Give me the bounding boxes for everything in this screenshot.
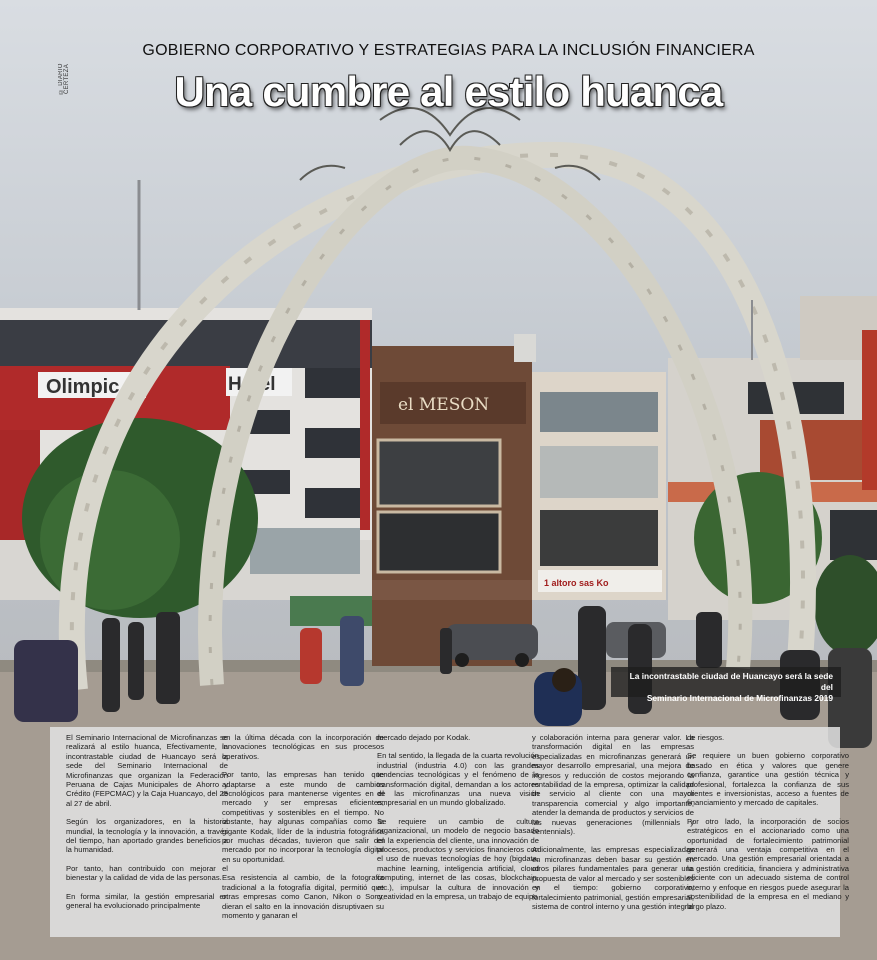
- paragraph: Según los organizadores, en la historia mundial, la tecnología y la innovación, a través del tiempo, han aportado grandes beneficios a la humanidad.: [66, 817, 228, 855]
- paragraph: Por tanto, las empresas han tenido que adaptarse a este mundo de cambios tecnológicos para mantenerse vigentes en el mercado y ser empresas eficientes, competitivas y sostenibles en el tiempo. No obstante, hay algunas compañías como la gigante Kodak, líder de la industria fotográfica por muchas décadas, tuvieron que salir del mercado por no incorporar la tecnología digital en su oportunidad.: [222, 770, 384, 864]
- paragraph: Adicionalmente, las empresas especializadas en microfinanzas deben basar su gestión en otros pilares fundamentales para generar una propuesta de valor al mercado y ser sostenibles en el tiempo: gobierno corporativo, fortalecimiento patrimonial, gestión empresarial, sistema de control interno y una gestión integral: [532, 845, 694, 911]
- paragraph: mercado dejado por Kodak.: [377, 733, 471, 742]
- paragraph: El Seminario Internacional de Microfinanzas se realizará al estilo huanca, Efectivamente, la incontrastable ciudad de Huancayo será la sede del Seminario Internacional de Microfinanzas que organizan la Federación Peruana de Cajas Municipales de Ahorro y Crédito (FEPCMAC) y la Caja Huancayo, del 25 al 27 de abril.: [66, 733, 228, 808]
- paragraph: de riesgos.: [687, 733, 725, 742]
- article-column-5: [687, 733, 849, 920]
- caption-line-1: La incontrastable ciudad de Huancayo será la sede del: [629, 671, 833, 692]
- paragraph: En tal sentido, la llegada de la cuarta revolución industrial (industria 4.0) con las grandes tendencias tecnológicas y el fenómeno de la transformación digital, demandan a los actores de las microfinanzas una nueva visión empresarial en un mundo globalizado.: [377, 751, 539, 808]
- sign-olimpic: Olimpic: [46, 376, 120, 398]
- paragraph: En forma similar, la gestión empresarial en general ha evolucionado principalmente: [66, 891, 228, 911]
- el-meson-building: [372, 334, 536, 666]
- article-column-1: [66, 733, 228, 920]
- paragraph: Por tanto, han contribuido con mejorar el bienestar y la calidad de vida de las personas.: [66, 863, 228, 883]
- paragraph: en la última década con la incorporación de innovaciones tecnológicas en sus procesos operativos.: [222, 733, 384, 761]
- sign-hotel: Hotel: [228, 374, 276, 395]
- paragraph: y colaboración interna para generar valor. La transformación digital en las empresas especializadas en microfinanzas generará un mayor desarrollo empresarial, una mejora de ingresos y reducción de costos mejorando la rentabilidad de la empresa, optimizar la calidad de servicio al cliente con una mayor transparencia comercial y algo importante, atender la demanda de productos y servicios de las nuevas generaciones (millennials y centennials).: [532, 733, 694, 837]
- paragraph: Se requiere un cambio de cultura organizacional, un modelo de negocio basado en la experiencia del cliente, una innovación de procesos, productos y servicios financieros con el uso de nuevas tecnologías de hoy (bigdata, machine learning, inteligencia artificial, cloud computing, internet de las cosas, blockchain, etc.), impulsar la cultura de innovación y creatividad en la empresa, un trabajo de equipo: [377, 816, 539, 902]
- sign-store: 1 altoro sas Ko: [544, 578, 609, 588]
- article-headline: Una cumbre al estilo huanca: [174, 68, 723, 115]
- article-column-2: [222, 733, 384, 929]
- photo-credit: © DIARIO CERTEZA: [58, 63, 70, 94]
- paragraph: Se requiere un buen gobierno corporativo basado en ética y valores que genere confianza, garantice una gestión técnica y profesional, fortalezca la confianza de sus clientes e inversionistas, acceso a fuentes de financiamiento y mercado de capitales.: [687, 751, 849, 808]
- photo-caption: [611, 667, 841, 703]
- article-column-3: [377, 733, 539, 911]
- article-kicker: GOBIERNO CORPORATIVO Y ESTRATEGIAS PARA LA INCLUSIÓN FINANCIERA: [142, 42, 755, 59]
- article-body: [50, 727, 849, 937]
- caption-line-2: Seminario Internacional de Microfinanzas 2019: [646, 693, 833, 703]
- paragraph: Por otro lado, la incorporación de socios estratégicos en el accionariado como una oportunidad de fortalecimiento patrimonial generará una ventaja competitiva en el mercado. Una gestión empresarial orientada a la gestión crediticia, financiera y administrativa eficiente con un adecuado sistema de control interno y enfoque en riesgos puede asegurar la sostenibilidad de la empresa en el mediano y largo plazo.: [687, 816, 849, 911]
- article-column-4: [532, 733, 694, 920]
- sign-el-meson: el MESON: [398, 395, 490, 415]
- right-centre-building: [532, 372, 666, 600]
- paragraph: Esa resistencia al cambio, de la fotografía tradicional a la fotografía digital, permitió que otras empresas como Canon, Nikon o Sony, dieran el salto en la innovación disruptivaen su momento y ganaran el: [222, 873, 384, 920]
